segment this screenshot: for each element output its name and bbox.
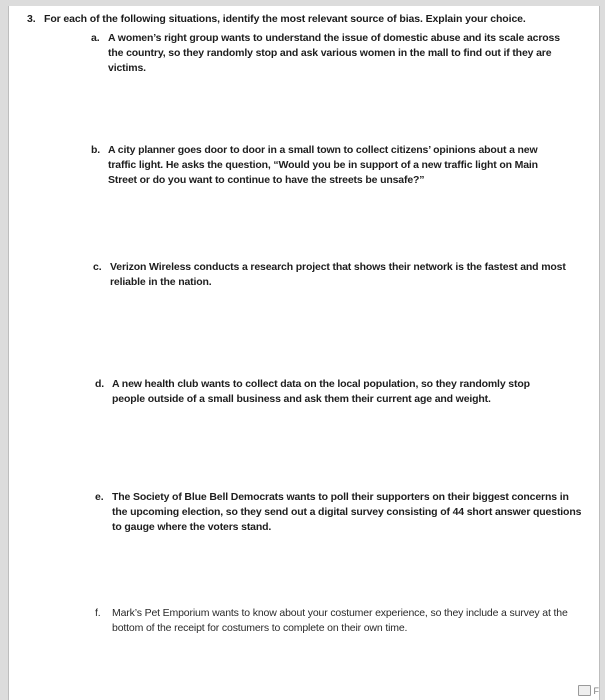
item-letter: e.: [95, 491, 104, 503]
list-item-f: [95, 606, 572, 636]
item-letter: d.: [95, 378, 105, 390]
item-letter: c.: [93, 261, 102, 273]
question-prompt: For each of the following situations, identify the most relevant source of bias. Explain your choice.: [44, 13, 526, 25]
list-item-e: [95, 490, 582, 535]
page-corner-badge[interactable]: [578, 685, 600, 696]
list-item-b: [91, 143, 560, 188]
item-text: A city planner goes door to door in a small town to collect citizens’ opinions about a new traffic light. He asks the question, “Would you be in support of a new traffic light on Main Street or do you want to continue to have the streets be unsafe?”: [108, 144, 538, 186]
list-item-c: [93, 260, 572, 290]
item-letter: a.: [91, 32, 100, 44]
item-text: Verizon Wireless conducts a research project that shows their network is the fastest and most reliable in the nation.: [110, 261, 566, 288]
item-letter: f.: [95, 607, 101, 619]
list-item-d: [95, 377, 552, 407]
item-letter: b.: [91, 144, 101, 156]
question-header: [27, 13, 526, 25]
page-icon: [578, 685, 591, 696]
document-page: [8, 6, 600, 700]
item-text: The Society of Blue Bell Democrats wants to poll their supporters on their biggest concerns in the upcoming election, so they send out a digital survey consisting of 44 short answer questions to gauge where the voters stand.: [112, 491, 582, 533]
question-number: 3.: [27, 13, 36, 25]
list-item-a: [91, 31, 570, 76]
item-text: A new health club wants to collect data on the local population, so they randomly stop people outside of a small business and ask them their current age and weight.: [112, 378, 530, 405]
item-text: Mark’s Pet Emporium wants to know about your costumer experience, so they include a survey at the bottom of the receipt for costumers to complete on their own time.: [112, 607, 568, 634]
corner-label: F: [593, 685, 599, 696]
item-text: A women’s right group wants to understand the issue of domestic abuse and its scale across the country, so they randomly stop and ask various women in the mall to find out if they are victims.: [108, 32, 560, 74]
